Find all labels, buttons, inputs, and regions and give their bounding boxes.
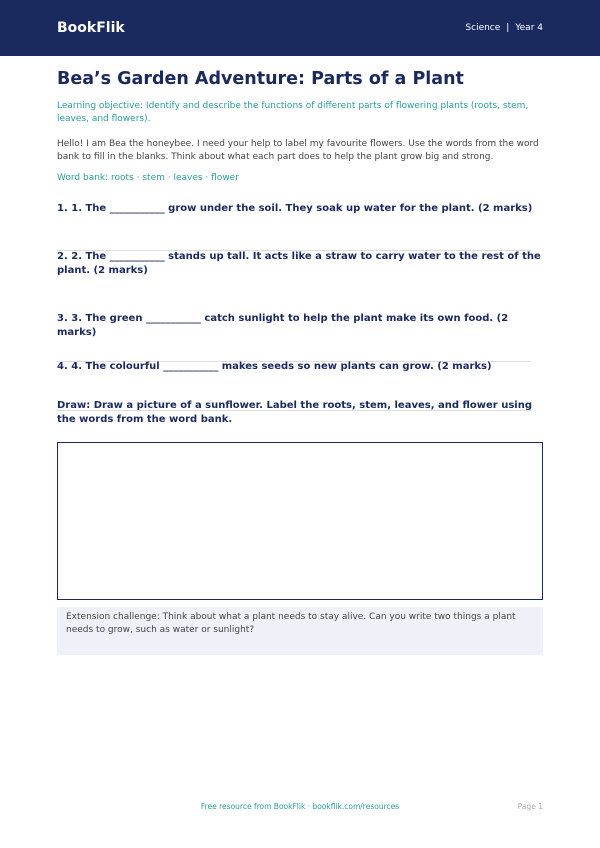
question-3: 3. 3. The green ___________ catch sunlight to help the plant make its own food. (2 marks): [57, 313, 509, 338]
header-meta: [465, 23, 543, 33]
header-bar: [0, 0, 600, 56]
worksheet-content: [57, 68, 543, 635]
question-1: 1. 1. The ___________ grow under the soil. They soak up water for the plant. (2 marks): [57, 203, 533, 214]
question-2: 2. 2. The ___________ stands up tall. It acts like a straw to carry water to the rest of the plant. (2 marks): [57, 251, 541, 276]
intro-text: Hello! I am Bea the honeybee. I need your help to label my favourite flowers. Use the words from the word bank to fill in the blanks. Think about what each part does to help the plant grow big and strong.: [57, 139, 539, 162]
learning-objective: Learning objective: Identify and describe the functions of different parts of flowering plants (roots, stem, leaves, and flowers).: [57, 101, 529, 124]
extension-challenge: Extension challenge: Think about what a plant needs to stay alive. Can you write two things a plant needs to grow, such as water or sunlight?: [57, 607, 543, 655]
year-label: Year 4: [515, 23, 543, 33]
word-bank: Word bank: roots · stem · leaves · flower: [57, 173, 239, 183]
page-number: Page 1: [517, 802, 543, 811]
footer-text: Free resource from BookFlik · bookflik.com/resources: [200, 802, 400, 811]
draw-prompt: Draw: Draw a picture of a sunflower. Label the roots, stem, leaves, and flower using the words from the word bank.: [57, 400, 532, 425]
drawing-area[interactable]: [57, 442, 543, 600]
subject-label: Science: [465, 23, 501, 33]
brand-logo: BookFlik: [57, 20, 125, 36]
footer: [0, 802, 600, 816]
meta-separator: |: [506, 23, 510, 33]
page-title: Bea’s Garden Adventure: Parts of a Plant: [57, 69, 464, 89]
question-4: 4. 4. The colourful ___________ makes seeds so new plants can grow. (2 marks): [57, 361, 492, 372]
